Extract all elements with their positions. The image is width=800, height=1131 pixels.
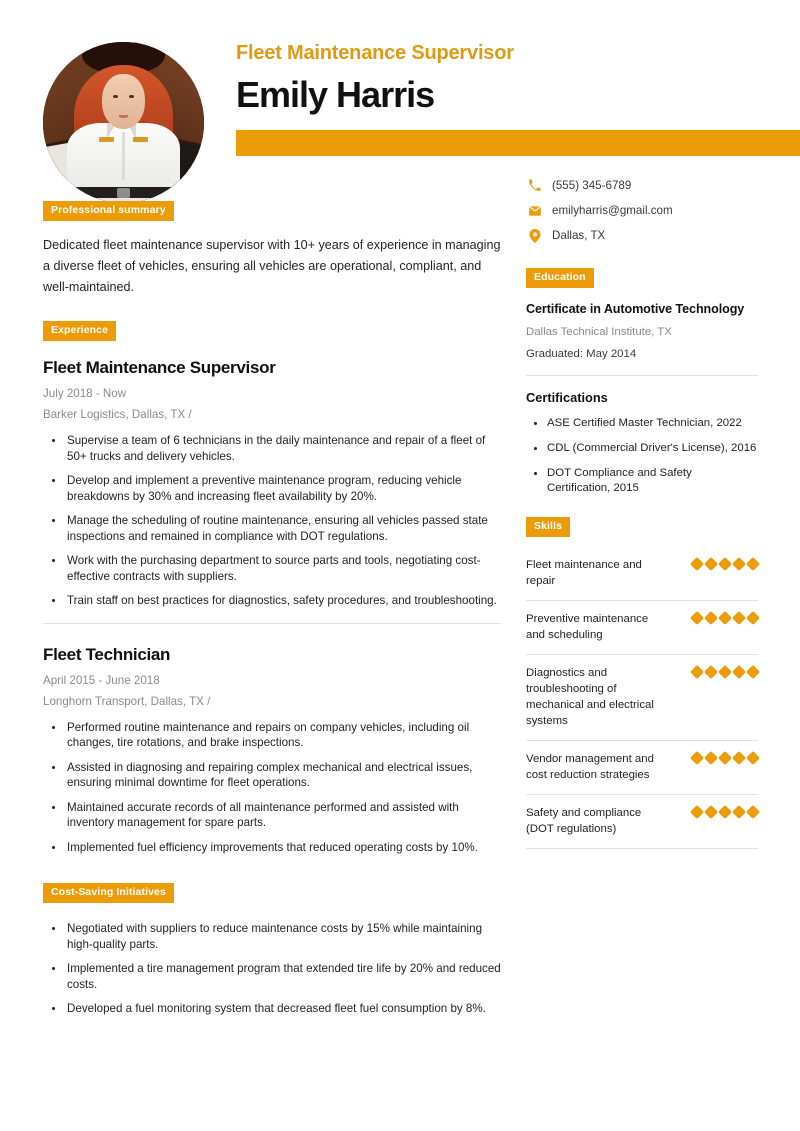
skill-label: Preventive maintenance and scheduling bbox=[526, 613, 649, 641]
experience-company: Longhorn Transport, Dallas, TX / bbox=[43, 694, 211, 708]
rating-diamond bbox=[746, 665, 760, 679]
skills-list bbox=[526, 549, 758, 849]
education-graduation-date: Graduated: May 2014 bbox=[526, 348, 637, 360]
rating-diamond bbox=[746, 805, 760, 819]
skill-rating bbox=[692, 751, 758, 763]
list-item: Performed routine maintenance and repairs on company vehicles, including oil changes, tire rotations, and brake inspections. bbox=[43, 720, 501, 751]
rating-diamond bbox=[718, 751, 732, 765]
certifications-list bbox=[526, 416, 758, 496]
rating-diamond bbox=[690, 557, 704, 571]
rating-diamond bbox=[690, 751, 704, 765]
contact-location-row[interactable] bbox=[526, 228, 758, 243]
page-title-name: Emily Harris bbox=[236, 74, 435, 115]
certifications-heading: Certifications bbox=[526, 390, 608, 405]
rating-diamond bbox=[732, 665, 746, 679]
education-divider bbox=[526, 375, 758, 376]
rating-diamond bbox=[746, 611, 760, 625]
contact-phone-value: (555) 345-6789 bbox=[552, 179, 632, 192]
header-accent-bar bbox=[236, 130, 800, 156]
map-pin-icon bbox=[526, 229, 543, 243]
list-item: Implemented fuel efficiency improvements that reduced operating costs by 10%. bbox=[43, 840, 501, 856]
skill-row bbox=[526, 741, 758, 795]
experience-job-title: Fleet Maintenance Supervisor bbox=[43, 358, 276, 377]
list-item: Supervise a team of 6 technicians in the daily maintenance and repair of a fleet of 50+ trucks and delivery vehicles. bbox=[43, 433, 501, 464]
list-item: Train staff on best practices for diagnostics, safety procedures, and troubleshooting. bbox=[43, 593, 501, 609]
resume-header bbox=[0, 0, 800, 200]
list-item: Develop and implement a preventive maintenance program, reducing vehicle breakdowns by 30% and increasing fleet availability by 20%. bbox=[43, 473, 501, 504]
list-item: Negotiated with suppliers to reduce maintenance costs by 15% while maintaining high-quality parts. bbox=[43, 921, 501, 952]
skill-row bbox=[526, 549, 758, 601]
list-item: CDL (Commercial Driver's License), 2016 bbox=[526, 441, 758, 456]
experience-dates: July 2018 - Now bbox=[43, 387, 127, 400]
envelope-icon bbox=[526, 204, 543, 218]
right-column bbox=[526, 178, 758, 849]
experience-entry bbox=[43, 357, 501, 609]
header-text-block bbox=[236, 40, 800, 118]
skill-rating bbox=[692, 805, 758, 817]
page-subtitle-job-title: Fleet Maintenance Supervisor bbox=[236, 42, 514, 64]
list-item: Work with the purchasing department to source parts and tools, negotiating cost-effective contracts with suppliers. bbox=[43, 553, 501, 584]
skill-label: Safety and compliance (DOT regulations) bbox=[526, 807, 642, 835]
rating-diamond bbox=[732, 611, 746, 625]
education-school: Dallas Technical Institute, TX bbox=[526, 326, 672, 338]
section-tag-education: Education bbox=[526, 268, 594, 288]
cost-saving-bullet-list bbox=[43, 921, 501, 1017]
list-item: DOT Compliance and Safety Certification, 2015 bbox=[526, 466, 758, 496]
rating-diamond bbox=[732, 805, 746, 819]
section-tag-skills: Skills bbox=[526, 517, 570, 537]
contact-email-row[interactable] bbox=[526, 203, 758, 218]
skill-label: Diagnostics and troubleshooting of mechanical and electrical systems bbox=[526, 667, 654, 727]
rating-diamond bbox=[690, 665, 704, 679]
contact-email-value: emilyharris@gmail.com bbox=[552, 204, 673, 217]
list-item: Implemented a tire management program that extended tire life by 20% and reduced costs. bbox=[43, 961, 501, 992]
list-item: Manage the scheduling of routine maintenance, ensuring all vehicles passed state inspections and remained in compliance with DOT regulations. bbox=[43, 513, 501, 544]
phone-icon bbox=[526, 179, 543, 192]
list-item: Assisted in diagnosing and repairing complex mechanical and electrical issues, ensuring minimal downtime for fleet operations. bbox=[43, 760, 501, 791]
experience-company: Barker Logistics, Dallas, TX / bbox=[43, 408, 192, 421]
skill-rating bbox=[692, 557, 758, 569]
rating-diamond bbox=[690, 805, 704, 819]
experience-entry bbox=[43, 644, 501, 856]
contact-location-value: Dallas, TX bbox=[552, 229, 606, 242]
skill-label: Vendor management and cost reduction strategies bbox=[526, 753, 654, 781]
skill-rating bbox=[692, 611, 758, 623]
section-tag-cost-saving-initiatives: Cost-Saving Initiatives bbox=[43, 883, 174, 903]
rating-diamond bbox=[718, 665, 732, 679]
experience-dates: April 2015 - June 2018 bbox=[43, 673, 160, 687]
rating-diamond bbox=[704, 665, 718, 679]
rating-diamond bbox=[732, 557, 746, 571]
list-item: Developed a fuel monitoring system that decreased fleet fuel consumption by 8%. bbox=[43, 1001, 501, 1017]
skill-row bbox=[526, 601, 758, 655]
rating-diamond bbox=[732, 751, 746, 765]
rating-diamond bbox=[718, 611, 732, 625]
list-item: ASE Certified Master Technician, 2022 bbox=[526, 416, 758, 431]
rating-diamond bbox=[704, 751, 718, 765]
avatar bbox=[43, 42, 204, 203]
experience-job-title: Fleet Technician bbox=[43, 644, 171, 664]
contact-phone-row[interactable] bbox=[526, 178, 758, 193]
rating-diamond bbox=[704, 611, 718, 625]
skill-label: Fleet maintenance and repair bbox=[526, 559, 642, 587]
skill-row bbox=[526, 795, 758, 849]
section-tag-professional-summary: Professional summary bbox=[43, 201, 174, 221]
rating-diamond bbox=[746, 751, 760, 765]
left-column bbox=[43, 200, 501, 1026]
rating-diamond bbox=[718, 805, 732, 819]
rating-diamond bbox=[690, 611, 704, 625]
rating-diamond bbox=[746, 557, 760, 571]
professional-summary-text: Dedicated fleet maintenance supervisor with 10+ years of experience in managing a diverse fleet of vehicles, ensuring all vehicles are operational, compliant, and well-maintained. bbox=[43, 238, 501, 294]
rating-diamond bbox=[704, 805, 718, 819]
contact-list bbox=[526, 178, 758, 243]
skill-rating bbox=[692, 665, 758, 677]
portrait-photo-illustration bbox=[43, 42, 204, 203]
experience-bullet-list bbox=[43, 720, 501, 856]
list-item: Maintained accurate records of all maintenance performed and assisted with inventory management for spare parts. bbox=[43, 800, 501, 831]
education-degree: Certificate in Automotive Technology bbox=[526, 302, 745, 316]
rating-diamond bbox=[704, 557, 718, 571]
skill-row bbox=[526, 655, 758, 741]
experience-divider bbox=[43, 623, 501, 624]
section-tag-experience: Experience bbox=[43, 321, 116, 341]
rating-diamond bbox=[718, 557, 732, 571]
experience-bullet-list bbox=[43, 433, 501, 609]
